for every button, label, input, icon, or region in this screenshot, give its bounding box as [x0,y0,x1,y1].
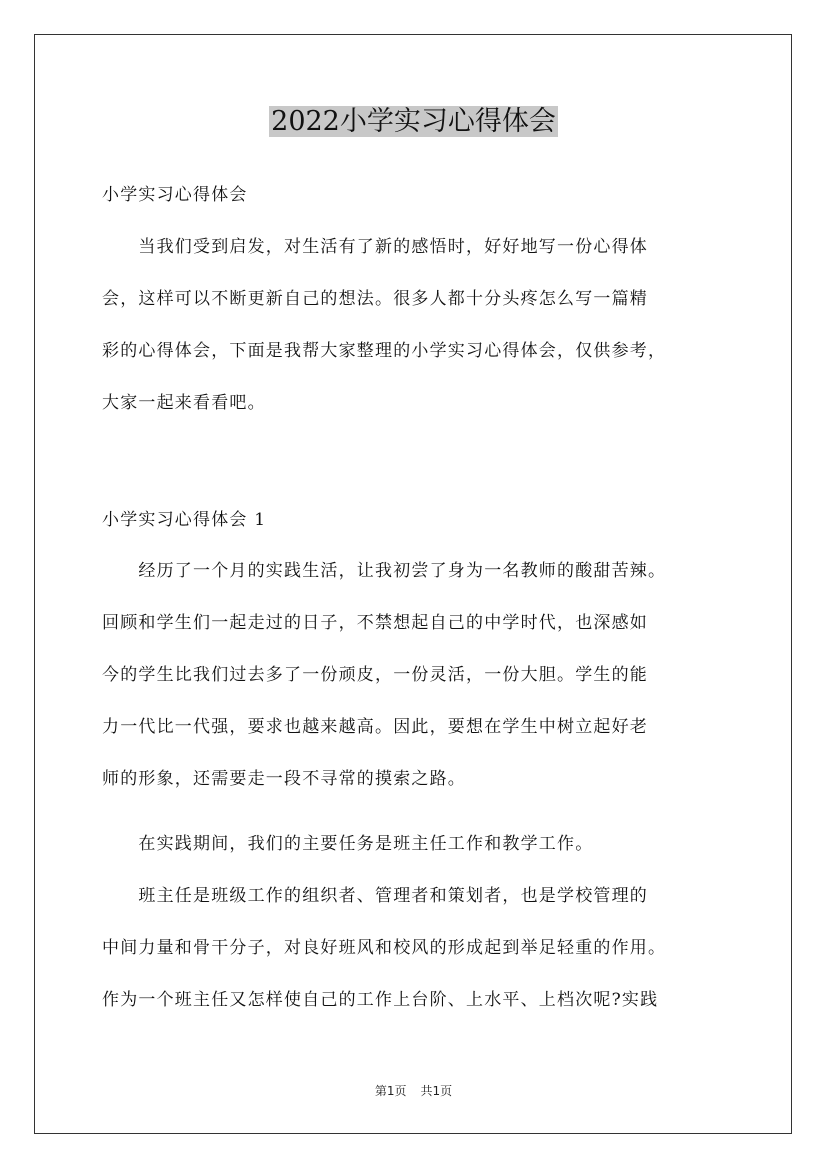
document-title [0,102,827,142]
section1-paragraph-2: 在实践期间，我们的主要任务是班主任工作和教学工作。 [102,834,594,854]
document-title-text: 2022小学实习心得体会 [271,106,556,137]
section1-heading: 小学实习心得体会 1 [102,510,267,530]
intro-heading: 小学实习心得体会 [102,185,248,205]
page-number: 第1页 [374,1084,407,1098]
section1-paragraph-1: 经历了一个月的实践生活，让我初尝了身为一名教师的酸甜苦辣。 回顾和学生们一起走过的日子，不禁想起自己的中学时代，也深感如 今的学生比我们过去多了一份顽皮，一份灵活，一份大胆。学生的能 力一代比一代强，要求也越来越高。因此，要想在学生中树立起好老 师的形象，还需要走一段不寻常的摸索之路。 [102,561,667,789]
intro-paragraph: 当我们受到启发，对生活有了新的感悟时，好好地写一份心得体 会，这样可以不断更新自己的想法。很多人都十分头疼怎么写一篇精 彩的心得体会，下面是我帮大家整理的小学实习心得体会，仅供参考， 大家一起来看看吧。 [102,237,667,413]
section1-paragraph-3: 班主任是班级工作的组织者、管理者和策划者，也是学校管理的 中间力量和骨干分子，对良好班风和校风的形成起到举足轻重的作用。 作为一个班主任又怎样使自己的工作上台阶、上水平、上档次呢?实践 [102,886,667,1010]
page-footer [0,1082,827,1099]
page-total: 共1页 [420,1084,453,1098]
